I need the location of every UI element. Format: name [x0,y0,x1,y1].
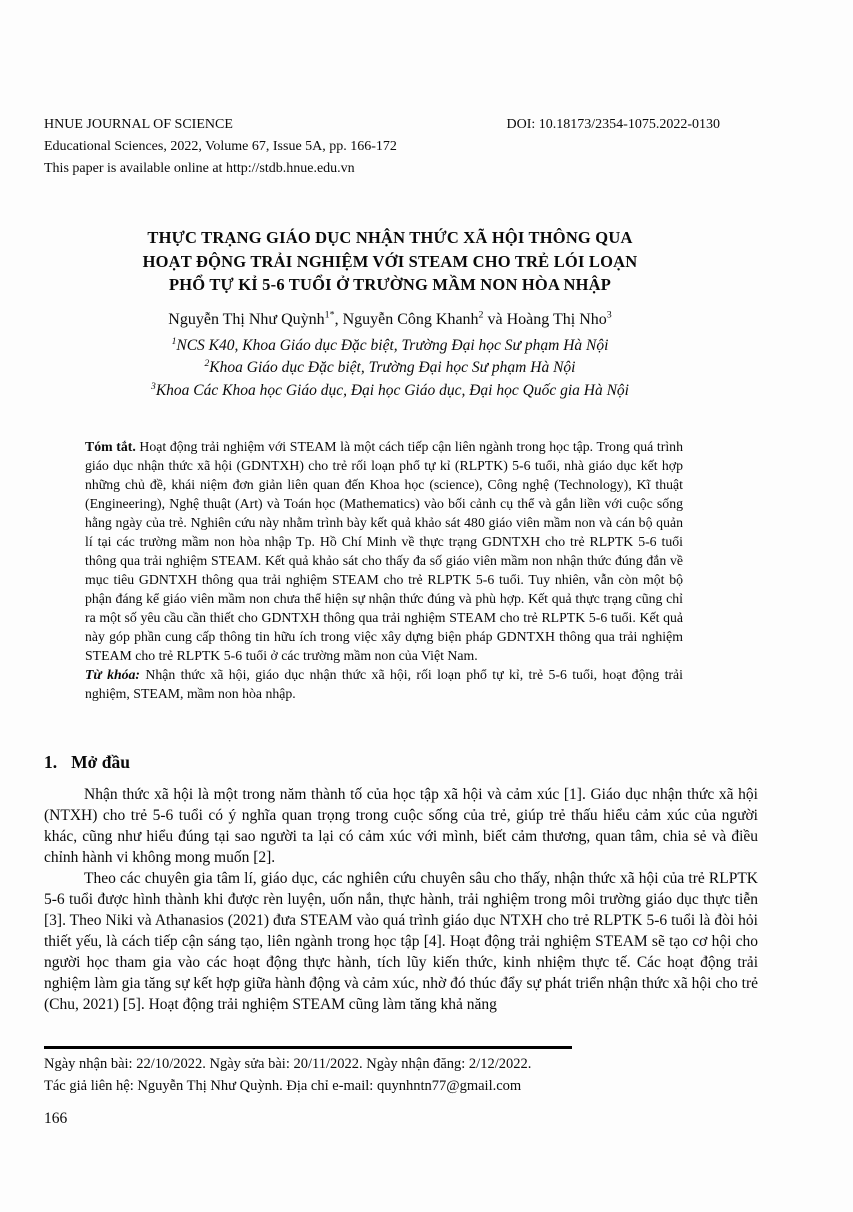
author-3-superscript: 3 [606,309,612,321]
section-1-heading [44,752,758,773]
affiliation-2-text: Khoa Giáo dục Đặc biệt, Trường Đại học Sư phạm Hà Nội [209,359,576,376]
author-separator: , [334,310,343,328]
author-3: Hoàng Thị Nho [506,310,607,328]
abstract-label: Tóm tắt. [85,439,136,454]
abstract-text: Hoạt động trải nghiệm với STEAM là một cách tiếp cận liên ngành trong học tập. Trong quá trình giáo dục nhận thức xã hội (GDNTXH) cho trẻ rối loạn phổ tự kỉ (RLPTK) 5-6 tuổi, nhà giáo dục kết hợp những chủ đề, khái niệm đơn giản liên quan đến Khoa học (science), Công nghệ (Technology), Kĩ thuật (Engineering), Nghệ thuật (Art) và Toán học (Mathematics) vào bối cảnh cụ thể và gắn liền với cuộc sống hằng ngày của trẻ. Nghiên cứu này nhằm trình bày kết quả khảo sát 480 giáo viên mầm non và cán bộ quản lí tại các trường mầm non hòa nhập Tp. Hồ Chí Minh về thực trạng GDNTXH cho trẻ RLPTK 5-6 tuổi thông qua trải nghiệm STEAM. Kết quả khảo sát cho thấy đa số giáo viên mầm non nhận thức đúng đắn về mục tiêu GDNTXH thông qua trải nghiệm STEAM cho trẻ RLPTK 5-6 tuổi. Tuy nhiên, vẫn còn một bộ phận đáng kể giáo viên mầm non chưa thể hiện sự nhận thức đúng và phù hợp. Kết quả thực trạng cũng chỉ ra một số yêu cầu cần thiết cho GDNTXH thông qua trải nghiệm STEAM cho trẻ RLPTK 5-6 tuổi. Kết quả này góp phần cung cấp thông tin hữu ích trong việc xây dựng biện pháp GDNTXH thông qua trải nghiệm STEAM cho trẻ RLPTK 5-6 tuổi ở các trường mầm non của Việt Nam. [85,439,683,663]
author-2-superscript: 2 [478,309,484,321]
author-separator: và [483,310,507,328]
section-1-paragraph-2: Theo các chuyên gia tâm lí, giáo dục, các nghiên cứu chuyên sâu cho thấy, nhận thức xã hội của trẻ RLPTK 5-6 tuổi được hình thành khi được rèn luyện, uốn nắn, thực hành, trải nghiệm trong môi trường giáo dục thực tiễn [3]. Theo Niki và Athanasios (2021) đưa STEAM vào quá trình giáo dục NTXH cho trẻ RLPTK 5-6 tuổi là đòi hỏi thiết yếu, là cách tiếp cận sáng tạo, liên ngành trong học tập [4]. Hoạt động trải nghiệm STEAM sẽ tạo cơ hội cho người học tham gia vào các hoạt động thực hành, tích lũy kiến thức, kinh nhiệm thực tế. Các hoạt động trải nghiệm làm gia tăng sự kết hợp giữa hành động và cảm xúc, nhờ đó thúc đẩy sự phát triển nhận thức xã hội cho trẻ (Chu, 2021) [5]. Hoạt động trải nghiệm STEAM cũng làm tăng khả năng [44,870,758,1013]
affiliation-3-superscript: 3 [151,380,156,392]
footnote-block [44,1046,758,1097]
journal-header [44,114,720,180]
affiliation-3 [20,380,760,403]
keywords-text: Nhận thức xã hội, giáo dục nhận thức xã hội, rối loạn phổ tự kỉ, trẻ 5-6 tuổi, hoạt động trải nghiệm, STEAM, mầm non hòa nhập. [85,667,683,701]
footnote-dates: Ngày nhận bài: 22/10/2022. Ngày sửa bài: 20/11/2022. Ngày nhận đăng: 2/12/2022. [44,1056,532,1072]
affiliation-2 [20,357,760,380]
affiliation-3-text: Khoa Các Khoa học Giáo dục, Đại học Giáo dục, Đại học Quốc gia Hà Nội [155,381,629,399]
keywords-label: Từ khóa: [85,667,141,682]
author-1: Nguyễn Thị Như Quỳnh [168,310,325,328]
authors-line [20,311,760,329]
footnote-divider [44,1046,572,1049]
affiliation-2-superscript: 2 [204,357,210,369]
author-1-superscript: 1* [324,309,335,321]
abstract-paragraph [85,437,683,665]
paper-title-line-2: HOẠT ĐỘNG TRẢI NGHIỆM VỚI STEAM CHO TRẺ LÓI LOẠN [142,251,638,271]
page-number: 166 [44,1110,68,1127]
affiliations [20,335,760,403]
front-matter [20,226,760,402]
author-2: Nguyễn Công Khanh [342,310,479,328]
paper-title-line-1: THỰC TRẠNG GIÁO DỤC NHẬN THỨC XÃ HỘI THÔNG QUA [147,228,633,247]
doi-text: DOI: 10.18173/2354-1075.2022-0130 [506,117,720,132]
section-1-number: 1. [44,752,58,772]
abstract-block [85,437,683,703]
affiliation-1 [20,335,760,358]
paper-title [20,226,760,297]
availability-line: This paper is available online at http://stdb.hnue.edu.vn [44,161,355,176]
affiliation-1-text: NCS K40, Khoa Giáo dục Đặc biệt, Trường Đại học Sư phạm Hà Nội [176,336,609,354]
section-1-title: Mở đầu [71,752,130,772]
affiliation-1-superscript: 1 [171,335,177,347]
journal-header-row [44,114,720,136]
section-1 [44,752,758,1015]
footnote-contact: Tác giả liên hệ: Nguyễn Thị Như Quỳnh. Địa chỉ e-mail: quynhntn77@gmail.com [44,1077,522,1094]
paper-title-line-3: PHỔ TỰ KỈ 5-6 TUỔI Ở TRƯỜNG MẦM NON HÒA NHẬP [168,275,612,294]
journal-name: HNUE JOURNAL OF SCIENCE [44,117,233,132]
issue-line: Educational Sciences, 2022, Volume 67, Issue 5A, pp. 166-172 [44,139,397,154]
keywords-paragraph [85,665,683,703]
section-1-paragraph-1: Nhận thức xã hội là một trong năm thành tố của học tập xã hội và cảm xúc [1]. Giáo dục nhận thức xã hội (NTXH) cho trẻ 5-6 tuổi có ý nghĩa quan trọng trong cuộc sống của trẻ, giúp trẻ thấu hiểu cảm xúc của người khác, cũng như hiểu đúng tại sao người ta lại có cảm xúc với mình, biết cảm thương, quan tâm, chia sẻ và điều chỉnh hành vi không mong muốn [2]. [44,786,758,866]
